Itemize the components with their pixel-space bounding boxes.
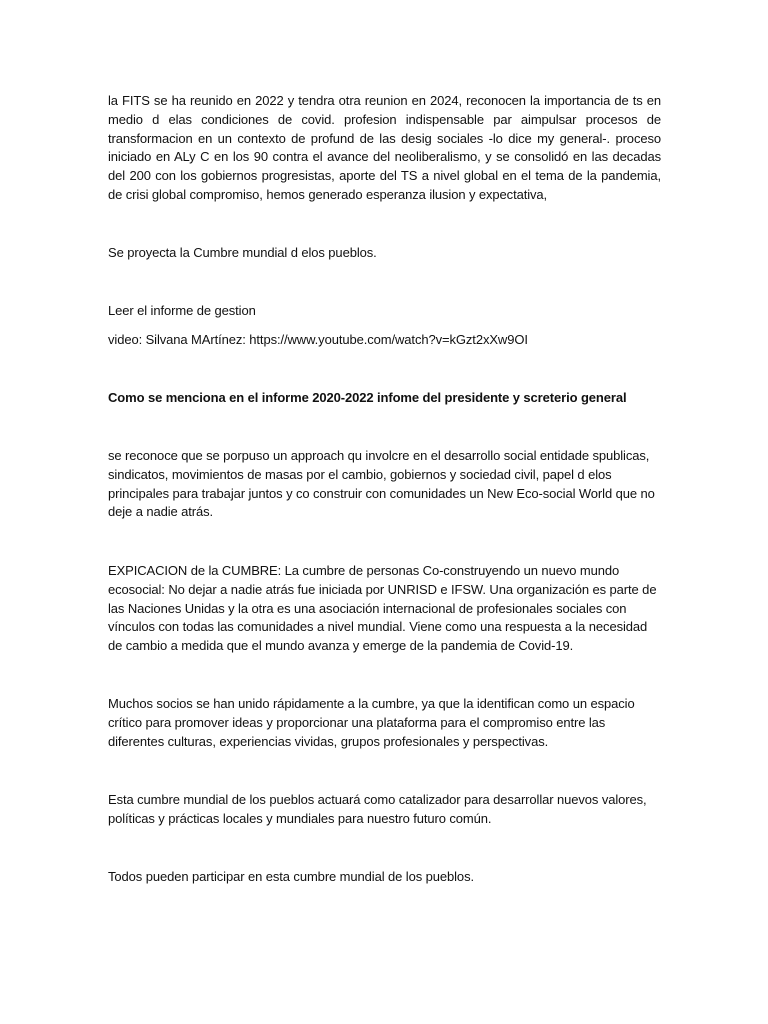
paragraph-report-heading: Como se menciona en el informe 2020-2022 infome del presidente y screterio general [108, 390, 627, 405]
paragraph-fits-meeting: la FITS se ha reunido en 2022 y tendra otra reunion en 2024, reconocen la importancia de ts en medio d elas condiciones de covid. profesion indispensable par aimpulsar procesos de transformacion en un contexto de profund de las desig sociales -lo dice my general-. proceso iniciado en ALy C en los 90 contra el avance del neoliberalismo, y se consolidó en las decadas del 200 con los gobiernos progresistas, aporte del TS a nivel global en el tema de la pandemia, de crisi global compromiso, hemos generado esperanza ilusion y expectativa, [108, 93, 661, 202]
paragraph-summit-explanation: EXPICACION de la CUMBRE: La cumbre de personas Co-construyendo un nuevo mundo ecosocial: No dejar a nadie atrás fue iniciada por UNRISD e IFSW. Una organización es parte de las Naciones Unidas y la otra es una asociación internacional de profesionales sociales con vínculos con todas las comunidades a nivel mundial. Viene como una respuesta a la necesidad de cambio a medida que el mundo avanza y emerge de la pandemia de Covid-19. [108, 563, 657, 654]
paragraph-catalyst: Esta cumbre mundial de los pueblos actuará como catalizador para desarrollar nuevos valores, políticas y prácticas locales y mundiales para nuestro futuro común. [108, 792, 647, 826]
paragraph-video-link: video: Silvana MArtínez: https://www.youtube.com/watch?v=kGzt2xXw9OI [108, 332, 528, 347]
paragraph-read-report: Leer el informe de gestion [108, 303, 256, 318]
paragraph-partners: Muchos socios se han unido rápidamente a la cumbre, ya que la identifican como un espacio crítico para promover ideas y proporcionar una plataforma para el compromiso entre las diferentes culturas, experiencias vividas, grupos profesionales y perspectivas. [108, 696, 635, 749]
paragraph-summit-projection: Se proyecta la Cumbre mundial d elos pueblos. [108, 245, 377, 260]
paragraph-approach: se reconoce que se porpuso un approach qu involcre en el desarrollo social entidade spublicas, sindicatos, movimientos de masas por el cambio, gobiernos y sociedad civil, papel d elos principales para trabajar juntos y co construir con comunidades un New Eco-social World que no deje a nadie atrás. [108, 448, 655, 520]
paragraph-participation: Todos pueden participar en esta cumbre mundial de los pueblos. [108, 869, 474, 884]
